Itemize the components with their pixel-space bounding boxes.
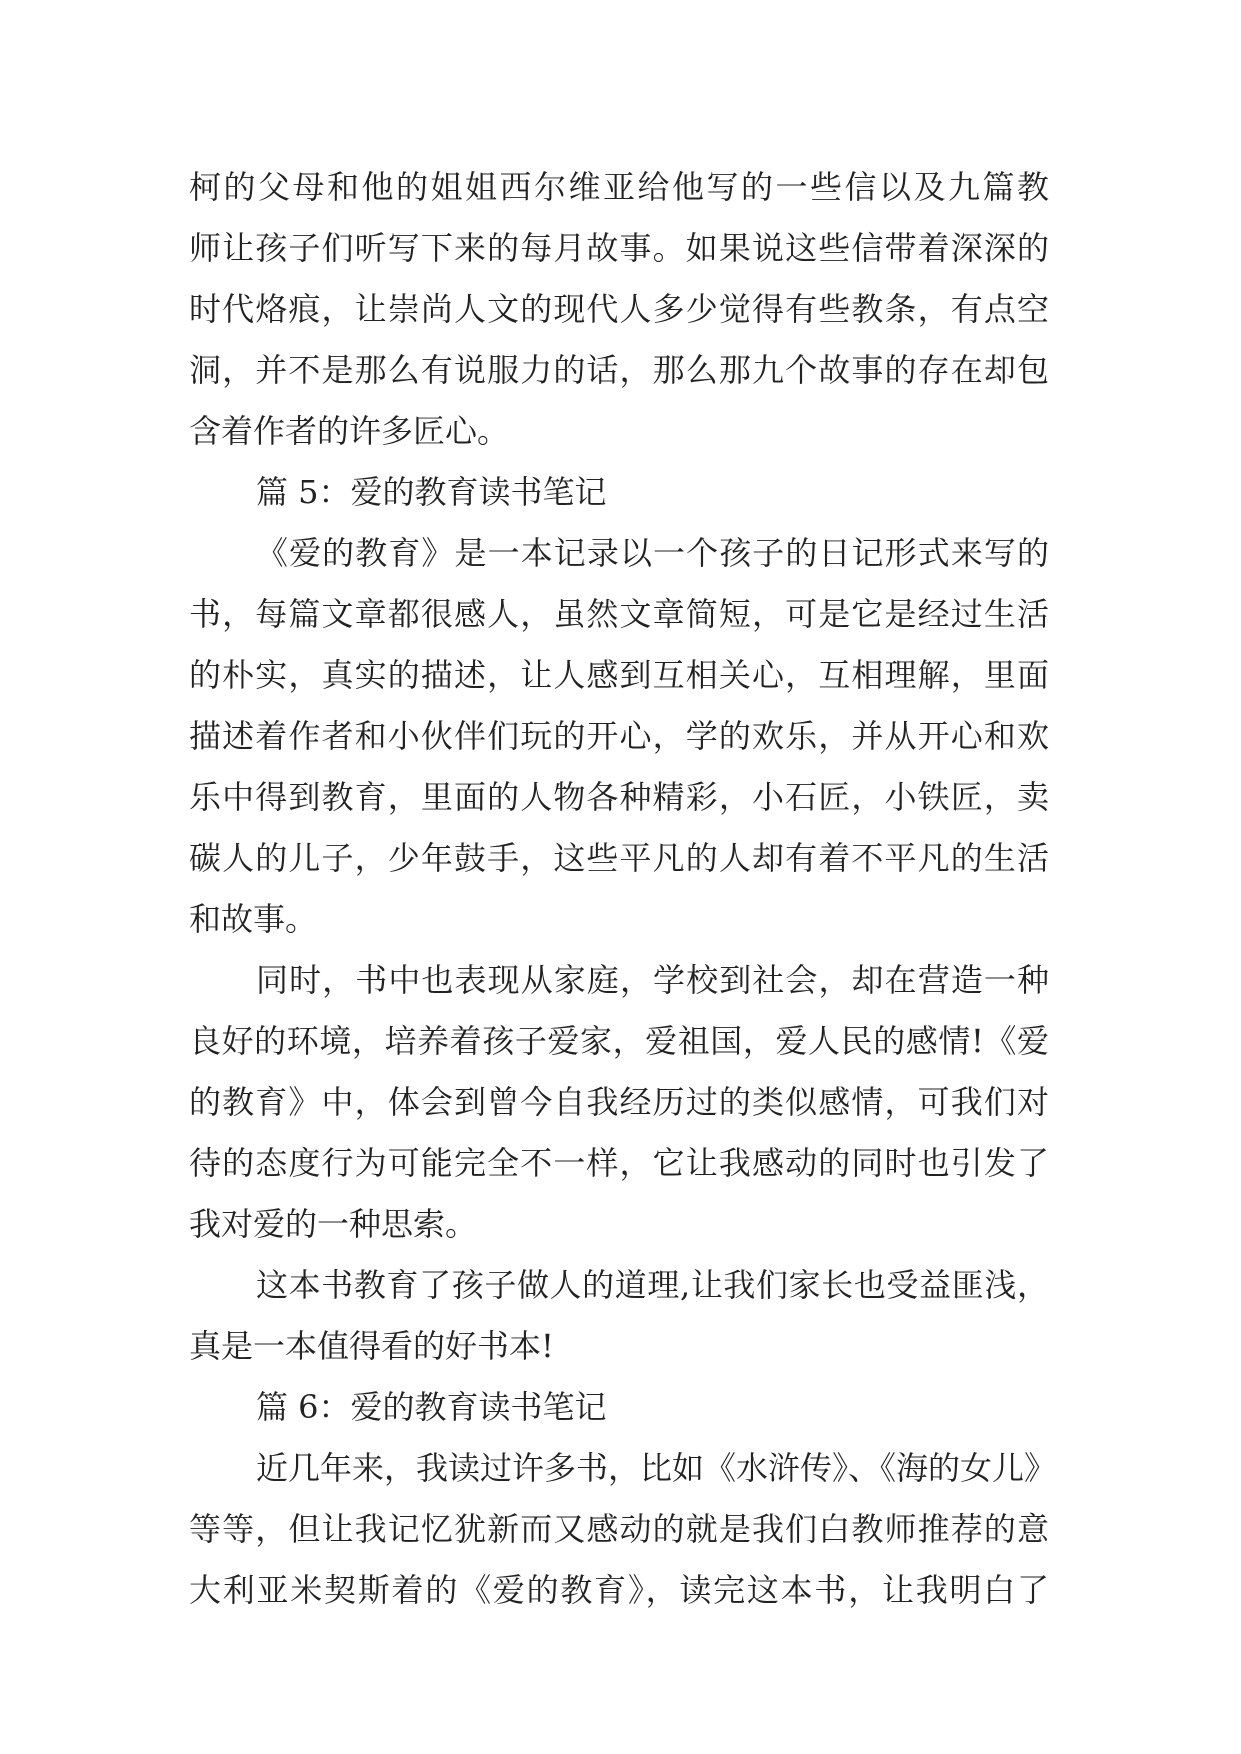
text-line: 书，每篇文章都很感人，虽然文章简短，可是它是经过生活 [189,595,1049,633]
text-line: 大利亚米契斯着的《爱的教育》，读完这本书，让我明白了 [189,1571,1049,1609]
text-line: 洞，并不是那么有说服力的话，那么那九个故事的存在却包 [189,351,1049,389]
text-line: 含着作者的许多匠心。 [189,412,510,450]
text-line: 时代烙痕，让崇尚人文的现代人多少觉得有些教条，有点空 [189,290,1049,328]
text-line: 近几年来，我读过许多书，比如《水浒传》、《海的女儿》 [256,1449,1057,1487]
text-line: 和故事。 [189,900,318,938]
section-heading: 篇 5：爱的教育读书笔记 [256,473,607,511]
text-line: 的朴实，真实的描述，让人感到互相关心，互相理解，里面 [189,656,1049,694]
body-text [189,157,1057,1621]
text-line: 这本书教育了孩子做人的道理,让我们家长也受益匪浅， [256,1266,1049,1304]
text-line: 良好的环境，培养着孩子爱家，爱祖国，爱人民的感情!《爱 [189,1022,1049,1060]
text-line: 碳人的儿子，少年鼓手，这些平凡的人却有着不平凡的生活 [189,839,1049,877]
text-line: 真是一本值得看的好书本! [189,1327,554,1365]
text-line: 同时，书中也表现从家庭，学校到社会，却在营造一种 [256,961,1049,999]
text-line: 描述着作者和小伙伴们玩的开心，学的欢乐，并从开心和欢 [189,717,1049,755]
text-line: 的教育》中，体会到曾今自我经历过的类似感情，可我们对 [189,1083,1049,1121]
text-line: 待的态度行为可能完全不一样，它让我感动的同时也引发了 [189,1144,1049,1182]
text-line: 柯的父母和他的姐姐西尔维亚给他写的一些信以及九篇教 [189,168,1049,206]
text-line: 我对爱的一种思索。 [189,1205,478,1243]
text-line: 师让孩子们听写下来的每月故事。如果说这些信带着深深的 [189,229,1049,267]
text-line: 乐中得到教育，里面的人物各种精彩，小石匠，小铁匠，卖 [189,778,1049,816]
text-line: 《爱的教育》是一本记录以一个孩子的日记形式来写的 [256,534,1049,572]
section-heading: 篇 6：爱的教育读书笔记 [256,1388,607,1426]
text-line: 等等，但让我记忆犹新而又感动的就是我们白教师推荐的意 [189,1510,1049,1548]
